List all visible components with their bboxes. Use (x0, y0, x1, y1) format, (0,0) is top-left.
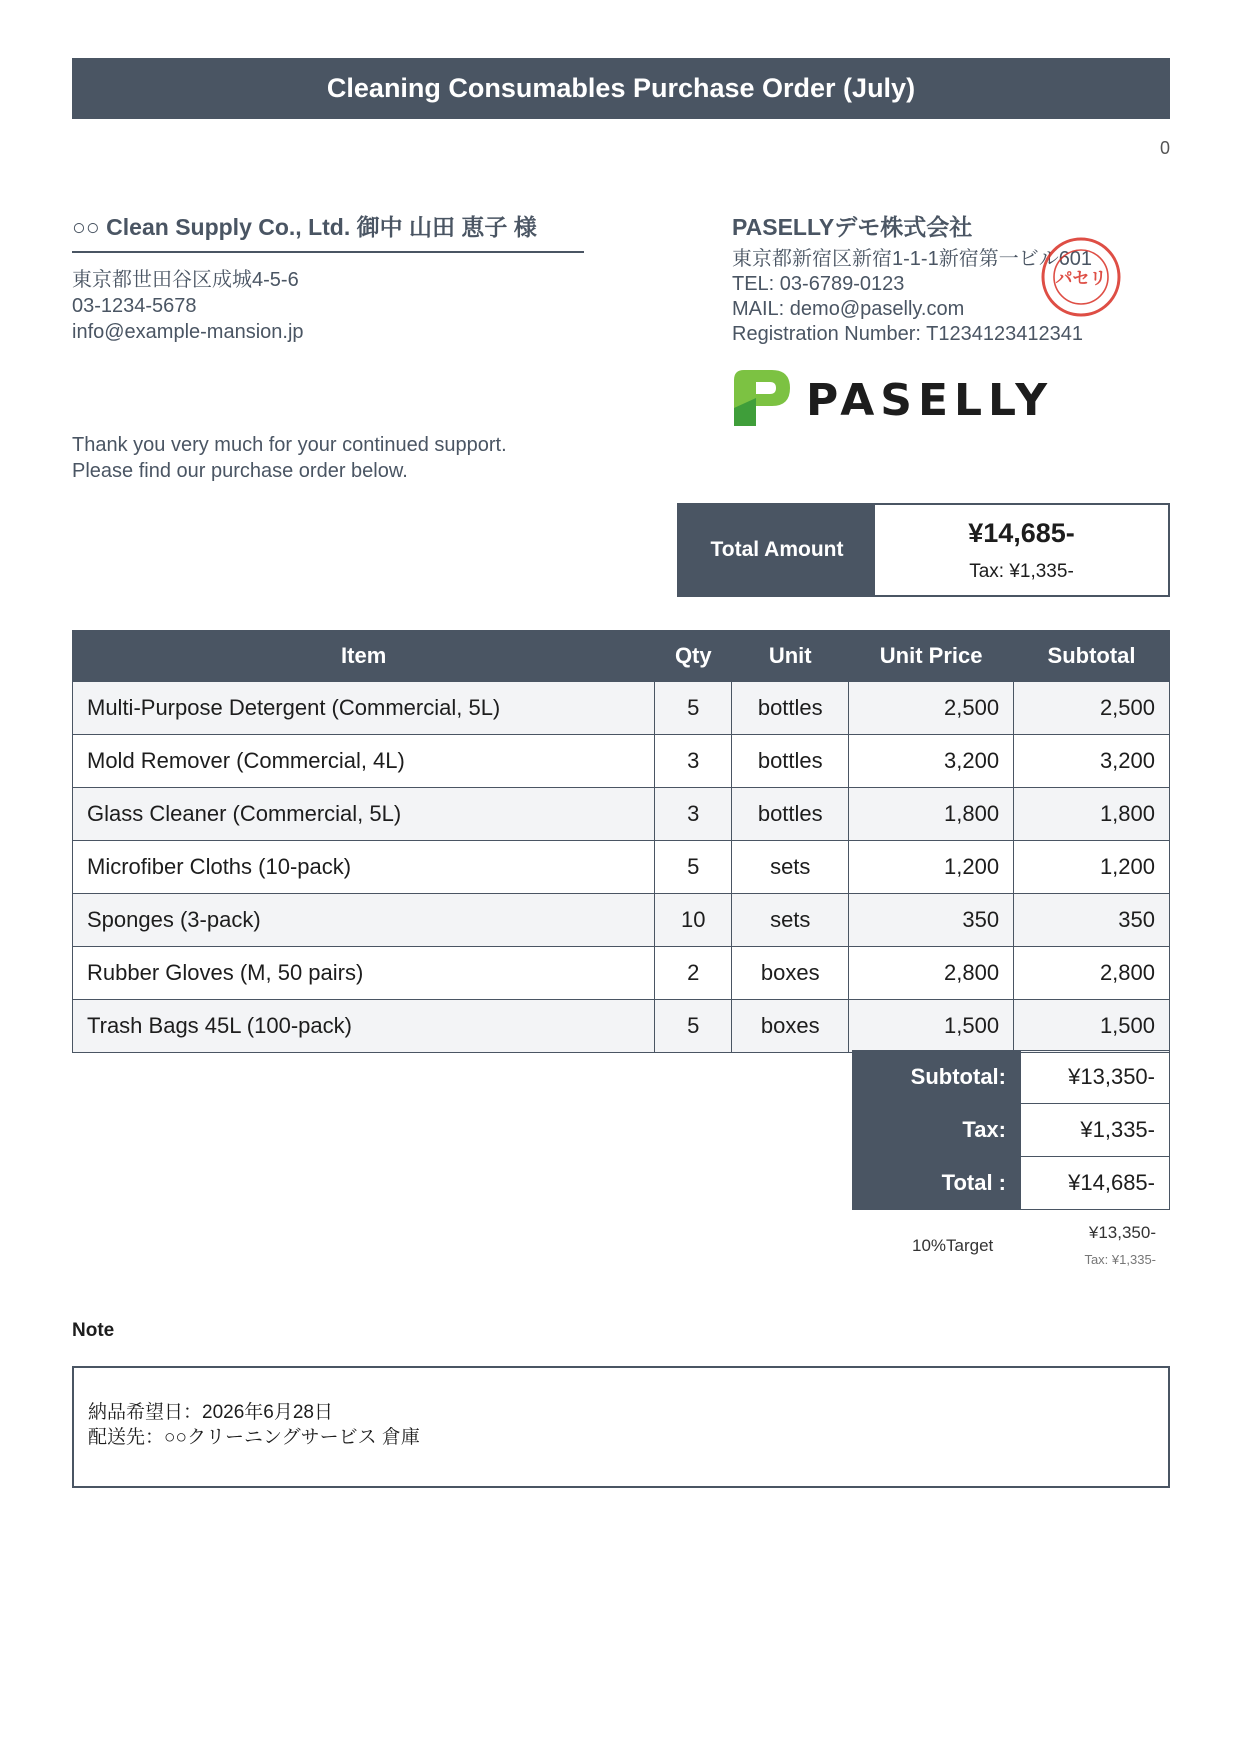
note-box (72, 1366, 1170, 1488)
cell-qty: 5 (655, 682, 732, 735)
recipient-name: ○○ Clean Supply Co., Ltd. 御中 山田 恵子 様 (72, 213, 584, 253)
column-header-unit: Unit (732, 631, 849, 682)
summary-total-row (853, 1157, 1170, 1210)
cell-unit-price: 2,800 (849, 947, 1014, 1000)
cell-qty: 2 (655, 947, 732, 1000)
items-table (72, 630, 1170, 1053)
cell-unit-price: 2,500 (849, 682, 1014, 735)
recipient-phone: 03-1234-5678 (72, 295, 197, 317)
cell-subtotal: 2,500 (1014, 682, 1170, 735)
cell-subtotal: 1,800 (1014, 788, 1170, 841)
page-title: Cleaning Consumables Purchase Order (July) (72, 58, 1170, 119)
sender-address: 東京都新宿区新宿1-1-1新宿第一ビル601 (732, 248, 1093, 270)
cell-item: Mold Remover (Commercial, 4L) (73, 735, 655, 788)
cell-item: Rubber Gloves (M, 50 pairs) (73, 947, 655, 1000)
column-header-item: Item (73, 631, 655, 682)
cell-subtotal: 1,200 (1014, 841, 1170, 894)
cell-unit-price: 1,500 (849, 1000, 1014, 1053)
table-row (73, 1000, 1170, 1053)
summary-table (852, 1050, 1170, 1210)
summary-tax-value: ¥1,335- (1021, 1104, 1170, 1157)
summary-total-label: Total : (853, 1157, 1021, 1210)
total-amount-tax: Tax: ¥1,335- (969, 560, 1074, 582)
column-header-unit-price: Unit Price (849, 631, 1014, 682)
total-amount-box (677, 503, 1170, 597)
total-amount-label: Total Amount (679, 505, 875, 595)
cell-unit: boxes (732, 947, 849, 1000)
total-amount-value: ¥14,685- (968, 517, 1075, 548)
note-line-2: 配送先：○○クリーニングサービス 倉庫 (88, 1427, 420, 1448)
logo-text: PASELLY (806, 375, 1054, 426)
cell-item: Multi-Purpose Detergent (Commercial, 5L) (73, 682, 655, 735)
cell-unit: sets (732, 841, 849, 894)
table-row (73, 682, 1170, 735)
cell-qty: 3 (655, 735, 732, 788)
summary-subtotal-value: ¥13,350- (1021, 1051, 1170, 1104)
table-row (73, 947, 1170, 1000)
cell-subtotal: 3,200 (1014, 735, 1170, 788)
cell-qty: 3 (655, 788, 732, 841)
cell-unit: sets (732, 894, 849, 947)
cell-subtotal: 1,500 (1014, 1000, 1170, 1053)
table-row (73, 841, 1170, 894)
column-header-qty: Qty (655, 631, 732, 682)
cell-item: Trash Bags 45L (100-pack) (73, 1000, 655, 1053)
total-amount-values (875, 505, 1168, 595)
sender-company: PASELLYデモ株式会社 (732, 214, 973, 240)
tax-target-label: 10%Target (912, 1236, 994, 1255)
cell-unit: bottles (732, 735, 849, 788)
note-line-1: 納品希望日：2026年6月28日 (88, 1402, 333, 1423)
tax-target-amount: ¥13,350- (1088, 1223, 1156, 1242)
note-heading: Note (72, 1320, 115, 1341)
summary-subtotal-row (853, 1051, 1170, 1104)
column-header-subtotal: Subtotal (1014, 631, 1170, 682)
tax-target-tax: Tax: ¥1,335- (1084, 1252, 1156, 1267)
summary-tax-label: Tax: (853, 1104, 1021, 1157)
greeting-line-1: Thank you very much for your continued support. (72, 434, 507, 456)
paselly-logo-icon (732, 368, 1072, 430)
recipient-address: 東京都世田谷区成城4-5-6 (72, 269, 299, 291)
greeting-text (72, 432, 507, 484)
cell-subtotal: 2,800 (1014, 947, 1170, 1000)
summary-subtotal-label: Subtotal: (853, 1051, 1021, 1104)
cell-unit-price: 350 (849, 894, 1014, 947)
cell-unit: bottles (732, 682, 849, 735)
cell-qty: 5 (655, 1000, 732, 1053)
greeting-line-2: Please find our purchase order below. (72, 460, 408, 482)
sender-tel: TEL: 03-6789-0123 (732, 273, 905, 295)
cell-unit-price: 1,200 (849, 841, 1014, 894)
recipient-email: info@example-mansion.jp (72, 321, 304, 343)
recipient-block (72, 213, 584, 345)
sender-registration: Registration Number: T1234123412341 (732, 323, 1083, 345)
cell-item: Glass Cleaner (Commercial, 5L) (73, 788, 655, 841)
cell-qty: 10 (655, 894, 732, 947)
table-row (73, 735, 1170, 788)
summary-tax-row (853, 1104, 1170, 1157)
table-header-row (73, 631, 1170, 682)
table-row (73, 894, 1170, 947)
table-row (73, 788, 1170, 841)
cell-item: Microfiber Cloths (10-pack) (73, 841, 655, 894)
company-seal-icon (1040, 236, 1122, 318)
summary-total-value: ¥14,685- (1021, 1157, 1170, 1210)
seal-text: パセリ (1055, 269, 1107, 289)
cell-qty: 5 (655, 841, 732, 894)
document-number: 0 (1159, 138, 1170, 158)
cell-subtotal: 350 (1014, 894, 1170, 947)
cell-unit-price: 1,800 (849, 788, 1014, 841)
cell-unit: boxes (732, 1000, 849, 1053)
sender-mail: MAIL: demo@paselly.com (732, 298, 965, 320)
cell-item: Sponges (3-pack) (73, 894, 655, 947)
recipient-contact (72, 267, 584, 345)
cell-unit: bottles (732, 788, 849, 841)
cell-unit-price: 3,200 (849, 735, 1014, 788)
